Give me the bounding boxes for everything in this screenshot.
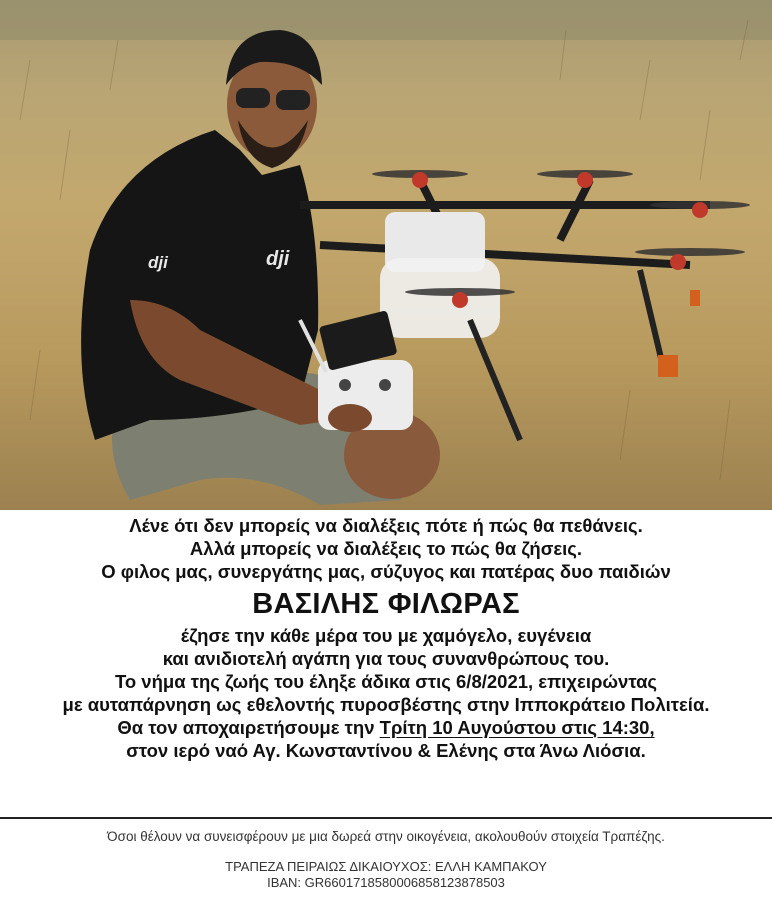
- shirt-logo-chest: dji: [266, 248, 290, 270]
- tribute-text: [0, 514, 772, 762]
- funeral-intro: Θα τον αποχαιρετήσουμε την: [117, 717, 380, 738]
- tribute-line-4: έζησε την κάθε μέρα του με χαμόγελο, ευγένεια: [180, 625, 592, 646]
- shirt-logo-sleeve: dji: [148, 253, 168, 272]
- tribute-line-3: Ο φιλος μας, συνεργάτης μας, σύζυγος και πατέρας δυο παιδιών: [101, 561, 671, 582]
- bank-iban: IBAN: GR6601718580006858123878503: [267, 875, 505, 890]
- tribute-line-5: και ανιδιοτελή αγάπη για τους συνανθρώπους του.: [162, 648, 610, 669]
- funeral-date: Τρίτη 10 Αυγούστου στις 14:30,: [379, 717, 655, 738]
- donation-note: Όσοι θέλουν να συνεισφέρουν με μια δωρεά στην οικογένεια, ακολουθούν στοιχεία Τραπέζης.: [107, 829, 665, 844]
- tribute-line-8: [0, 716, 772, 739]
- deceased-name: ΒΑΣΙΛΗΣ ΦΙΛΩΡΑΣ: [252, 588, 520, 620]
- tribute-line-6: Το νήμα της ζωής του έληξε άδικα στις 6/8/2021, επιχειρώντας: [114, 671, 658, 692]
- donation-footer: [0, 828, 772, 891]
- divider: [0, 817, 772, 819]
- bank-beneficiary: ΤΡΑΠΕΖΑ ΠΕΙΡΑΙΩΣ ΔΙΚΑΙΟΥΧΟΣ: ΕΛΛΗ ΚΑΜΠΑΚΟΥ: [225, 859, 547, 874]
- tribute-line-7: με αυταπάρνηση ως εθελοντής πυροσβέστης στην Ιπποκράτειο Πολιτεία.: [62, 694, 710, 715]
- tribute-line-9: στον ιερό ναό Αγ. Κωνσταντίνου & Ελένης στα Άνω Λιόσια.: [126, 740, 646, 761]
- tribute-line-1: Λένε ότι δεν μπορείς να διαλέξεις πότε ή πώς θα πεθάνεις.: [129, 515, 643, 536]
- tribute-line-2: Αλλά μπορείς να διαλέξεις το πώς θα ζήσεις.: [189, 538, 583, 559]
